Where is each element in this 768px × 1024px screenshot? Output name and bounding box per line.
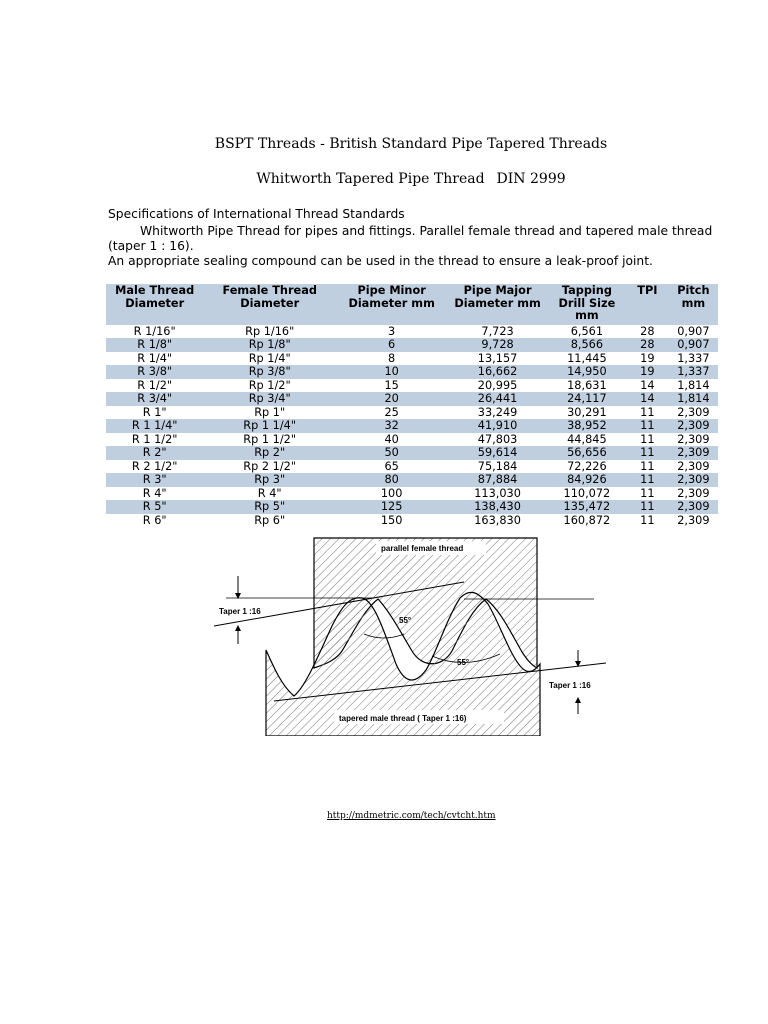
table-cell: 20,995 — [477, 378, 518, 392]
table-cell: 7,723 — [481, 324, 514, 338]
label-angle-2: 55° — [457, 658, 470, 667]
table-cell: R 2 1/2" — [131, 459, 178, 473]
table-cell: 16,662 — [447, 365, 548, 379]
table-cell: 33,249 — [477, 405, 518, 419]
table-cell: 2,309 — [669, 419, 718, 433]
table-cell: 6 — [336, 338, 447, 352]
table-cell: 10 — [336, 365, 447, 379]
page-subtitle — [0, 171, 768, 187]
table-cell: 18,631 — [567, 378, 607, 392]
table-header-row — [106, 284, 718, 325]
table-cell: 38,952 — [548, 419, 626, 433]
table-cell: R 1 1/2" — [131, 432, 178, 446]
table-cell: 19 — [640, 351, 655, 365]
table-cell: Rp 1" — [254, 405, 286, 419]
table-cell: Rp 1/2" — [248, 378, 291, 392]
table-cell: 138,430 — [447, 500, 548, 514]
table-row — [106, 406, 718, 420]
table-cell: R 6" — [142, 513, 167, 527]
table-cell: 11 — [626, 419, 669, 433]
table-cell: 3 — [388, 324, 396, 338]
table-cell: 19 — [626, 365, 669, 379]
table-cell: 56,656 — [548, 446, 626, 460]
table-cell: R 5" — [106, 500, 203, 514]
table-cell: 11,445 — [567, 351, 607, 365]
table-row — [106, 352, 718, 366]
table-cell: 30,291 — [567, 405, 607, 419]
table-cell: 11 — [626, 500, 669, 514]
label-taper-right: Taper 1 :16 — [549, 681, 591, 690]
table-cell: 6,561 — [570, 324, 604, 338]
table-cell: 11 — [640, 432, 655, 446]
header-pitch: Pitch mm — [669, 284, 718, 325]
table-cell: 163,830 — [474, 513, 521, 527]
table-cell: Rp 3/8" — [203, 365, 336, 379]
table-cell: 11 — [626, 446, 669, 460]
table-cell: Rp 6" — [254, 513, 286, 527]
table-cell: R 1/4" — [137, 351, 173, 365]
table-cell: 41,910 — [447, 419, 548, 433]
table-cell: Rp 1 1/2" — [243, 432, 297, 446]
table-cell: 14 — [626, 392, 669, 406]
header-pipe-major: Pipe Major Diameter mm — [447, 284, 548, 325]
table-cell: 11 — [640, 513, 655, 527]
table-cell: Rp 3" — [203, 473, 336, 487]
table-row — [106, 325, 718, 339]
table-cell: R 1" — [142, 405, 167, 419]
table-cell: Rp 2 1/2" — [243, 459, 297, 473]
table-cell: 110,072 — [563, 486, 611, 500]
table-cell: R 1 1/4" — [106, 419, 203, 433]
label-taper-left: Taper 1 :16 — [219, 607, 261, 616]
table-cell: 125 — [336, 500, 447, 514]
table-cell: 44,845 — [567, 432, 607, 446]
label-parallel-female: parallel female thread — [381, 544, 464, 553]
table-row — [106, 365, 718, 379]
header-male-thread: Male Thread Diameter — [106, 284, 203, 325]
table-cell: R 1/16" — [133, 324, 176, 338]
table-cell: Rp 3/4" — [203, 392, 336, 406]
table-cell: 40 — [384, 432, 399, 446]
table-cell: 50 — [336, 446, 447, 460]
table-cell: R 4" — [257, 486, 282, 500]
table-row — [106, 473, 718, 487]
table-row — [106, 433, 718, 447]
table-cell: 113,030 — [474, 486, 521, 500]
table-row — [106, 379, 718, 393]
thread-spec-table — [106, 284, 718, 527]
header-female-thread: Female Thread Diameter — [203, 284, 336, 325]
table-cell: 2,309 — [677, 486, 710, 500]
table-cell: Rp 1 1/4" — [203, 419, 336, 433]
table-cell: 15 — [384, 378, 399, 392]
table-cell: 14 — [640, 378, 655, 392]
table-cell: 2,309 — [677, 432, 710, 446]
table-cell: 11 — [640, 405, 655, 419]
table-cell: R 3/8" — [106, 365, 203, 379]
table-cell: Rp 1/8" — [203, 338, 336, 352]
table-cell: 9,728 — [447, 338, 548, 352]
table-cell: 160,872 — [563, 513, 611, 527]
label-tapered-male: tapered male thread ( Taper 1 :16) — [339, 714, 467, 723]
subtitle-standard: DIN 2999 — [496, 171, 566, 187]
table-cell: 47,803 — [477, 432, 518, 446]
table-cell: 59,614 — [447, 446, 548, 460]
table-cell: 32 — [336, 419, 447, 433]
table-row — [106, 514, 718, 528]
table-cell: 8 — [388, 351, 396, 365]
table-cell: 2,309 — [677, 405, 710, 419]
table-cell: 28 — [626, 338, 669, 352]
table-row — [106, 338, 718, 352]
header-tpi: TPI — [626, 284, 669, 325]
table-cell: R 3/4" — [106, 392, 203, 406]
header-pipe-minor: Pipe Minor Diameter mm — [336, 284, 447, 325]
table-cell: R 4" — [142, 486, 167, 500]
table-cell: 75,184 — [477, 459, 518, 473]
table-cell: 2,309 — [669, 500, 718, 514]
spec-paragraph-2: An appropriate sealing compound can be used in the thread to ensure a leak-proof joint. — [108, 254, 653, 268]
table-row — [106, 460, 718, 474]
table-cell: R 1/8" — [106, 338, 203, 352]
table-row — [106, 487, 718, 501]
table-cell: 0,907 — [669, 338, 718, 352]
table-row — [106, 419, 718, 433]
table-cell: R 3" — [106, 473, 203, 487]
table-cell: 11 — [626, 473, 669, 487]
table-cell: 8,566 — [548, 338, 626, 352]
subtitle-text: Whitworth Tapered Pipe Thread — [256, 171, 485, 187]
table-cell: 0,907 — [677, 324, 710, 338]
table-cell: 11 — [640, 486, 655, 500]
table-cell: 87,884 — [447, 473, 548, 487]
table-cell: 2,309 — [677, 513, 710, 527]
table-cell: 20 — [336, 392, 447, 406]
table-cell: 2,309 — [677, 459, 710, 473]
table-cell: 150 — [380, 513, 403, 527]
table-row — [106, 500, 718, 514]
table-cell: 2,309 — [669, 473, 718, 487]
table-cell: R 1/2" — [137, 378, 173, 392]
page-title: BSPT Threads - British Standard Pipe Tapered Threads — [214, 136, 608, 152]
table-cell: 84,926 — [548, 473, 626, 487]
spec-heading: Specifications of International Thread Standards — [108, 207, 405, 221]
table-row — [106, 446, 718, 460]
label-angle-1: 55° — [399, 616, 412, 625]
table-cell: 1,337 — [669, 365, 718, 379]
table-cell: Rp 1/4" — [248, 351, 291, 365]
table-cell: 100 — [380, 486, 403, 500]
spec-paragraph-1: Whitworth Pipe Thread for pipes and fittings. Parallel female thread and tapered male thread (taper 1 : 16). — [108, 224, 713, 253]
source-link[interactable]: http://mdmetric.com/tech/cvtcht.htm — [327, 811, 496, 821]
table-row — [106, 392, 718, 406]
table-cell: 72,226 — [567, 459, 607, 473]
table-body — [106, 325, 718, 528]
table-cell: 25 — [384, 405, 399, 419]
table-cell: 24,117 — [548, 392, 626, 406]
thread-diagram — [214, 536, 614, 736]
table-cell: 28 — [640, 324, 655, 338]
table-cell: Rp 2" — [203, 446, 336, 460]
table-cell: R 2" — [106, 446, 203, 460]
table-cell: 11 — [640, 459, 655, 473]
table-cell: 1,814 — [669, 392, 718, 406]
table-cell: 1,814 — [677, 378, 710, 392]
table-cell: 2,309 — [669, 446, 718, 460]
table-cell: 80 — [336, 473, 447, 487]
table-cell: 65 — [384, 459, 399, 473]
table-cell: Rp 5" — [203, 500, 336, 514]
table-cell: 26,441 — [447, 392, 548, 406]
table-cell: 14,950 — [548, 365, 626, 379]
header-tapping-drill: Tapping Drill Size mm — [548, 284, 626, 325]
table-cell: Rp 1/16" — [245, 324, 295, 338]
table-cell: 1,337 — [677, 351, 710, 365]
table-cell: 135,472 — [548, 500, 626, 514]
table-cell: 13,157 — [477, 351, 518, 365]
